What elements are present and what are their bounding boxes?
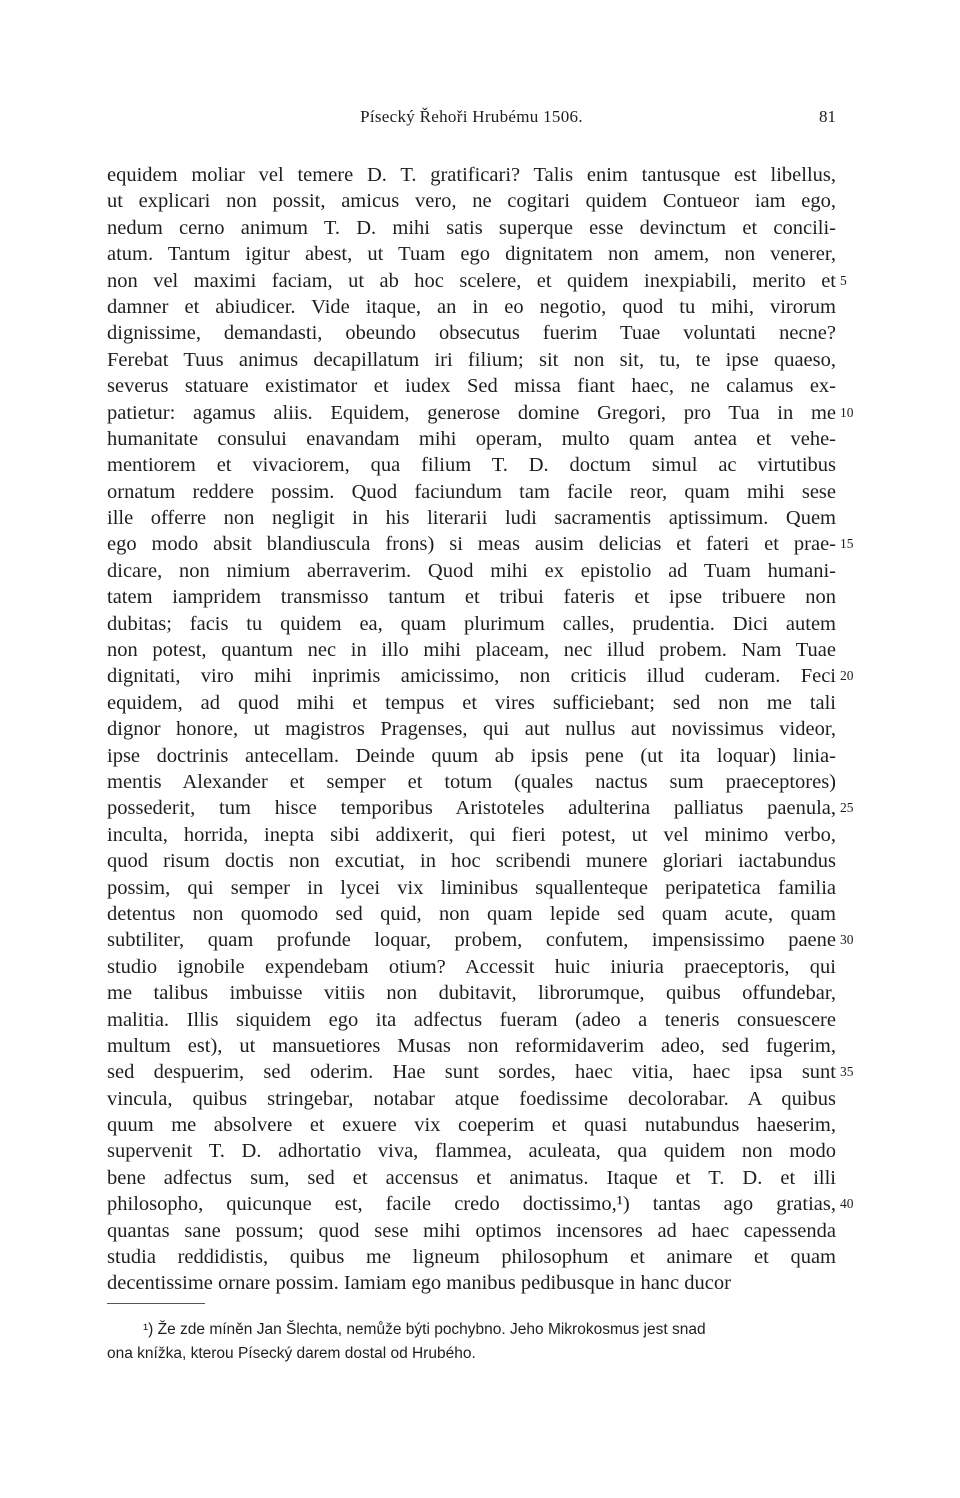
text-line-content: ornatum reddere possim. Quod faciundum tam facile reor, quam mihi sese	[107, 480, 836, 503]
text-line	[107, 558, 836, 584]
text-line-content: atum. Tantum igitur abest, ut Tuam ego dignitatem non amem, non venerer,	[107, 243, 836, 266]
text-line	[107, 452, 836, 478]
text-line-content: quod risum doctis non excutiat, in hoc scribendi munere gloriari iactabundus	[107, 850, 836, 873]
text-line	[107, 637, 836, 663]
running-header	[107, 103, 836, 133]
text-line	[107, 320, 836, 346]
text-line	[107, 531, 854, 557]
text-line	[107, 1218, 836, 1244]
text-line-content: me talibus imbuisse vitiis non dubitavit, librorumque, quibus offundebar,	[107, 982, 836, 1005]
text-line-content: ipse doctrinis antecellam. Deinde quum ab ipsis pene (ut ita loquar) linia-	[107, 744, 836, 767]
text-line	[107, 690, 836, 716]
text-line-content: nedum cerno animum T. D. mihi satis superque esse devinctum et concili-	[107, 216, 836, 239]
text-line-content: dubitas; facis tu quidem ea, quam plurimum calles, prudentia. Dici autem	[107, 612, 836, 635]
text-line-content: studio ignobile expendebam otium? Accessit huic iniuria praeceptoris, qui	[107, 955, 836, 978]
text-line	[107, 1007, 836, 1033]
text-line-content: tatem iampridem transmisso tantum et tribui fateris et ipse tribuere non	[107, 586, 836, 609]
footnote-line: ¹) Že zde míněn Jan Šlechta, nemůže býti pochybno. Jeho Mikrokosmus jest snad	[143, 1321, 706, 1338]
text-line-content: possederit, tum hisce temporibus Aristoteles adulterina palliatus paenula,	[107, 797, 836, 820]
text-line-content: mentis Alexander et semper et totum (quales nactus sum praeceptores)	[107, 770, 836, 793]
text-line	[107, 743, 836, 769]
text-line	[107, 426, 836, 452]
text-line-content: dignor honore, ut magistros Pragenses, qui aut nullus aut novissimus videor,	[107, 718, 836, 741]
text-line	[107, 822, 836, 848]
text-line-content: multum est), ut mansuetiores Musas non reformidaverim adeo, sed fugerim,	[107, 1034, 836, 1057]
line-number: 40	[840, 1196, 854, 1212]
line-number: 30	[840, 932, 854, 948]
text-line	[107, 1059, 854, 1085]
text-line-content: ego modo absit blandiuscula frons) si meas ausim delicias et fateri et prae-	[107, 533, 836, 556]
text-line-content: sed despuerim, sed oderim. Hae sunt sordes, haec vitia, haec ipsa sunt	[107, 1061, 836, 1084]
text-line	[107, 663, 854, 689]
line-number: 35	[840, 1064, 854, 1080]
text-line-content: studia reddidistis, quibus me ligneum philosophum et animare et quam	[107, 1246, 836, 1269]
text-line-content: mentiorem et vivaciorem, qua filium T. D. doctum simul ac virtutibus	[107, 454, 836, 477]
text-line	[107, 611, 836, 637]
text-line	[107, 188, 836, 214]
text-line-content: dignissime, demandasti, obeundo obsecutus fuerim Tuae voluntati necne?	[107, 322, 836, 345]
text-line-content: subtiliter, quam profunde loquar, probem, confutem, impensissimo paene	[107, 929, 836, 952]
text-line-content: quantas sane possum; quod sese mihi optimos incensores ad haec capessenda	[107, 1219, 836, 1242]
text-line-content: possim, qui semper in lycei vix liminibus squallenteque peripatetica familia	[107, 876, 836, 899]
text-line	[107, 1270, 836, 1296]
footnote-line: ona knížka, kterou Písecký darem dostal od Hrubého.	[107, 1345, 476, 1362]
text-line-content: dicare, non nimium aberraverim. Quod mihi ex epistolio ad Tuam humani-	[107, 559, 836, 582]
text-line	[107, 1033, 836, 1059]
text-line	[107, 294, 836, 320]
text-line	[107, 162, 836, 188]
main-text	[107, 162, 854, 1297]
footnote-divider	[107, 1303, 205, 1304]
text-line-content: patietur: agamus aliis. Equidem, generose domine Gregori, pro Tua in me	[107, 401, 836, 424]
text-line	[107, 716, 836, 742]
page-number: 81	[819, 107, 836, 126]
text-line-content: inculta, horrida, inepta sibi addixerit, qui fieri potest, ut vel minimo verbo,	[107, 823, 836, 846]
text-line	[107, 215, 836, 241]
text-line	[107, 980, 836, 1006]
text-line-content: humanitate consului enavandam mihi operam, multo quam antea et vehe-	[107, 427, 836, 450]
text-line-content: non vel maximi faciam, ut ab hoc scelere, et quidem inexpiabili, merito et	[107, 269, 836, 292]
text-line	[107, 373, 836, 399]
text-line-content: non potest, quantum nec in illo mihi placeam, nec illud probem. Nam Tuae	[107, 639, 836, 662]
line-number: 5	[840, 272, 847, 288]
text-line	[107, 268, 847, 294]
header-title: Písecký Řehoři Hrubému 1506.	[360, 107, 583, 126]
text-line	[107, 1138, 836, 1164]
text-line	[107, 1086, 836, 1112]
text-line	[107, 848, 836, 874]
text-line	[107, 795, 854, 821]
text-line	[107, 1165, 836, 1191]
footnotes	[107, 1318, 836, 1366]
line-number: 25	[840, 800, 854, 816]
text-line-content: equidem moliar vel temere D. T. gratificari? Talis enim tantusque est libellus,	[107, 164, 836, 186]
text-line	[107, 954, 836, 980]
text-line	[107, 241, 836, 267]
text-line	[107, 584, 836, 610]
text-line-content: severus statuare existimator et iudex Sed missa fiant haec, ne calamus ex-	[107, 375, 836, 398]
line-number: 15	[840, 536, 854, 552]
line-number: 20	[840, 668, 854, 684]
text-line	[107, 1191, 854, 1217]
text-line-content: supervenit T. D. adhortatio viva, flammea, aculeata, qua quidem non modo	[107, 1140, 836, 1163]
text-line	[107, 1244, 836, 1270]
text-line-content: philosopho, quicunque est, facile credo doctissimo,¹) tantas ago gratias,	[107, 1193, 836, 1216]
text-line	[107, 1112, 836, 1138]
line-number: 10	[840, 404, 854, 420]
text-line-content: vincula, quibus stringebar, notabar atque foedissime decolorabar. A quibus	[107, 1087, 836, 1110]
text-line-content: damner et abiudicer. Vide itaque, an in eo negotio, quod tu mihi, virorum	[107, 295, 836, 318]
text-line-content: ille offerre non negligit in his literarii ludi sacramentis aptissimum. Quem	[107, 507, 836, 530]
text-line	[107, 479, 836, 505]
text-line-content: equidem, ad quod mihi et tempus et vires sufficiebant; sed non me tali	[107, 691, 836, 714]
text-line	[107, 347, 836, 373]
text-line	[107, 901, 836, 927]
text-line	[107, 505, 836, 531]
text-line-content: decentissime ornare possim. Iamiam ego manibus pedibusque in hanc ducor	[107, 1272, 731, 1295]
text-line	[107, 927, 854, 953]
text-line-content: Ferebat Tuus animus decapillatum iri filium; sit non sit, tu, te ipse quaeso,	[107, 348, 836, 371]
text-line-content: detentus non quomodo sed quid, non quam lepide sed quam acute, quam	[107, 902, 836, 925]
text-line-content: dignitati, viro mihi inprimis amicissimo, non criticis illud cuderam. Feci	[107, 665, 836, 688]
text-line-content: ut explicari non possit, amicus vero, ne cogitari quidem Contueor iam ego,	[107, 190, 836, 213]
text-line	[107, 875, 836, 901]
text-line	[107, 769, 836, 795]
text-line-content: quum me absolvere et exuere vix coeperim et quasi nutabundus haeserim,	[107, 1114, 836, 1137]
text-line-content: malitia. Illis siquidem ego ita adfectus fueram (adeo a teneris consuescere	[107, 1008, 836, 1031]
text-line-content: bene adfectus sum, sed et accensus et animatus. Itaque et T. D. et illi	[107, 1166, 836, 1189]
text-line	[107, 400, 854, 426]
